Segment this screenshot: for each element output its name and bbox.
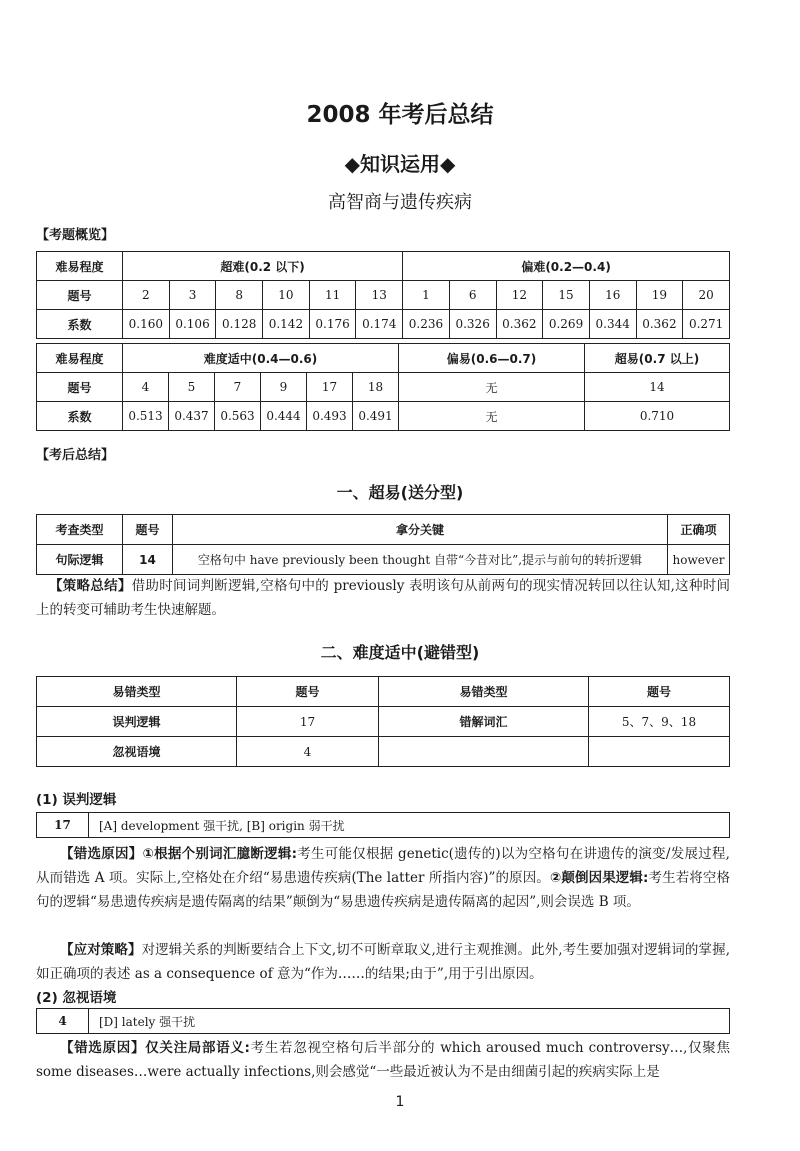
article-title: 高智商与遗传疾病 xyxy=(328,192,472,213)
part1-title: 一、超易(送分型) xyxy=(336,483,464,502)
table-cell: 0.142 xyxy=(263,310,310,339)
table-cell: 0.362 xyxy=(496,310,543,339)
table-cell: 4 xyxy=(123,373,169,402)
table-cell: 17 xyxy=(307,373,353,402)
table-cell: 0.513 xyxy=(123,402,169,431)
sec1-reason-label: 【错选原因】 xyxy=(60,846,143,862)
table-cell: 0.269 xyxy=(543,310,590,339)
table-cell: 0.160 xyxy=(123,310,170,339)
table-cell: 14 xyxy=(585,373,730,402)
summary-label: 【考后总结】 xyxy=(36,448,115,463)
section-title: ◆知识运用◆ xyxy=(344,152,456,176)
table-cell: 0.437 xyxy=(169,402,215,431)
table-cell: 0.106 xyxy=(169,310,216,339)
table-cell: 0.710 xyxy=(585,402,730,431)
table-cell: 9 xyxy=(261,373,307,402)
table-row xyxy=(37,515,730,545)
table-cell: 考查类型 xyxy=(37,515,123,545)
table-cell: 4 xyxy=(237,737,379,767)
sec1-box-number: 17 xyxy=(37,813,89,837)
part2-title: 二、难度适中(避错型) xyxy=(320,643,480,662)
table-row xyxy=(37,737,730,767)
table-cell: 无 xyxy=(399,373,585,402)
table-cell: 8 xyxy=(216,281,263,310)
sec2-reason-text: 考生若忽视空格句后半部分的 which aroused much controversy…,仅聚焦 some diseases…were actually infections,则会感觉“一些最近被认为不是由细菌引起的疾病实际上是 xyxy=(36,1040,731,1080)
sec2-reason-paragraph xyxy=(36,1036,730,1084)
table-cell: 易错类型 xyxy=(37,677,237,707)
table-cell: 6 xyxy=(449,281,496,310)
sec1-heading: (1) 误判逻辑 xyxy=(36,792,117,808)
overview-label: 【考题概览】 xyxy=(36,228,115,243)
table-row xyxy=(37,373,730,402)
difficulty-table-1 xyxy=(36,251,730,339)
sec1-reason-text1: 考生可能仅根据 genetic(遗传的)以为空格句在讲遗传的演变/发展过程,从而错选 A 项。实际上,空格处在介绍“易患遗传疾病(The latter 所指内容)”的原因。 xyxy=(36,846,730,886)
table-cell: 空格句中 have previously been thought 自带“今昔对比”,提示与前句的转折逻辑 xyxy=(173,545,668,575)
table-cell: 忽视语境 xyxy=(37,737,237,767)
sec1-strategy-paragraph xyxy=(36,938,730,986)
table-cell: 题号 xyxy=(37,373,123,402)
sec2-box-text: [D] lately 强干扰 xyxy=(99,1014,196,1029)
table-row xyxy=(37,402,730,431)
super-easy-table xyxy=(36,514,730,575)
table-cell: 5、7、9、18 xyxy=(589,707,730,737)
table-cell: 17 xyxy=(237,707,379,737)
table-row xyxy=(37,344,730,373)
table-cell: 句际逻辑 xyxy=(37,545,123,575)
sec1-reason-text2: 考生若将空格句的逻辑“易患遗传疾病是遗传隔离的结果”颠倒为“易患遗传疾病是遗传隔离的起因”,则会误选 B 项。 xyxy=(36,870,730,910)
table-row xyxy=(37,545,730,575)
sec1-reason-paragraph xyxy=(36,842,730,914)
table-cell: 系数 xyxy=(37,402,123,431)
table-cell: 0.128 xyxy=(216,310,263,339)
table-row xyxy=(37,310,730,339)
table-cell: 超难(0.2 以下) xyxy=(123,252,403,281)
table-cell: 3 xyxy=(169,281,216,310)
table-cell: 11 xyxy=(309,281,356,310)
sec2-box xyxy=(36,1008,730,1034)
table-cell: 偏易(0.6—0.7) xyxy=(399,344,585,373)
sec2-reason-sub: 仅关注局部语义: xyxy=(145,1040,250,1056)
difficulty-table-2 xyxy=(36,343,730,431)
sec1-reason-sub2: ②颠倒因果逻辑: xyxy=(549,870,649,886)
table-cell: 题号 xyxy=(37,281,123,310)
table-row xyxy=(37,281,730,310)
table-cell: 13 xyxy=(356,281,403,310)
table-cell: 16 xyxy=(589,281,636,310)
table-cell: 题号 xyxy=(237,677,379,707)
table-cell: 错解词汇 xyxy=(379,707,589,737)
table-cell: 7 xyxy=(215,373,261,402)
page-number: 1 xyxy=(395,1094,405,1110)
table-row xyxy=(37,677,730,707)
table-cell: 14 xyxy=(123,545,173,575)
strategy-paragraph xyxy=(36,574,730,622)
main-title: 2008 年考后总结 xyxy=(306,102,494,128)
table-cell: 5 xyxy=(169,373,215,402)
table-cell: 系数 xyxy=(37,310,123,339)
table-cell: 18 xyxy=(353,373,399,402)
table-cell: 12 xyxy=(496,281,543,310)
table-cell: 题号 xyxy=(589,677,730,707)
strategy-label: 【策略总结】 xyxy=(49,578,132,594)
table-cell: 0.493 xyxy=(307,402,353,431)
table-cell: 易错类型 xyxy=(379,677,589,707)
table-cell: 0.176 xyxy=(309,310,356,339)
table-cell: 0.236 xyxy=(403,310,450,339)
table-cell: 拿分关键 xyxy=(173,515,668,545)
sec2-heading: (2) 忽视语境 xyxy=(36,990,117,1006)
strategy-text: 借助时间词判断逻辑,空格句中的 previously 表明该句从前两句的现实情况转回以往认知,这种时间上的转变可辅助考生快速解题。 xyxy=(36,578,731,618)
sec1-box-text: [A] development 强干扰, [B] origin 弱干扰 xyxy=(99,818,345,833)
table-cell: 正确项 xyxy=(668,515,730,545)
table-cell: 无 xyxy=(399,402,585,431)
sec1-strategy-label: 【应对策略】 xyxy=(60,942,142,958)
sec2-box-number: 4 xyxy=(37,1009,89,1033)
sec1-reason-sub1: ①根据个别词汇臆断逻辑: xyxy=(142,846,298,862)
table-cell: 0.444 xyxy=(261,402,307,431)
avoid-error-table xyxy=(36,676,730,767)
table-cell: 19 xyxy=(636,281,683,310)
table-cell: 偏难(0.2—0.4) xyxy=(403,252,730,281)
table-cell xyxy=(589,737,730,767)
table-row xyxy=(37,252,730,281)
table-cell: 难易程度 xyxy=(37,252,123,281)
table-cell: 0.344 xyxy=(589,310,636,339)
table-cell: 0.271 xyxy=(683,310,730,339)
table-cell: 难度适中(0.4—0.6) xyxy=(123,344,399,373)
table-cell: however xyxy=(668,545,730,575)
table-cell: 超易(0.7 以上) xyxy=(585,344,730,373)
table-cell: 0.491 xyxy=(353,402,399,431)
table-cell: 题号 xyxy=(123,515,173,545)
table-cell: 0.563 xyxy=(215,402,261,431)
table-cell: 2 xyxy=(123,281,170,310)
table-cell: 20 xyxy=(683,281,730,310)
table-cell: 10 xyxy=(263,281,310,310)
sec1-box xyxy=(36,812,730,838)
table-cell: 0.362 xyxy=(636,310,683,339)
table-cell: 15 xyxy=(543,281,590,310)
sec1-strategy-text: 对逻辑关系的判断要结合上下文,切不可断章取义,进行主观推测。此外,考生要加强对逻辑词的掌握,如正确项的表述 as a consequence of 意为“作为……的结果;由于”,用于引出原因。 xyxy=(36,942,731,982)
table-cell xyxy=(379,737,589,767)
sec2-reason-label: 【错选原因】 xyxy=(60,1040,146,1056)
table-cell: 0.174 xyxy=(356,310,403,339)
table-cell: 1 xyxy=(403,281,450,310)
table-cell: 难易程度 xyxy=(37,344,123,373)
table-cell: 0.326 xyxy=(449,310,496,339)
table-cell: 误判逻辑 xyxy=(37,707,237,737)
table-row xyxy=(37,707,730,737)
